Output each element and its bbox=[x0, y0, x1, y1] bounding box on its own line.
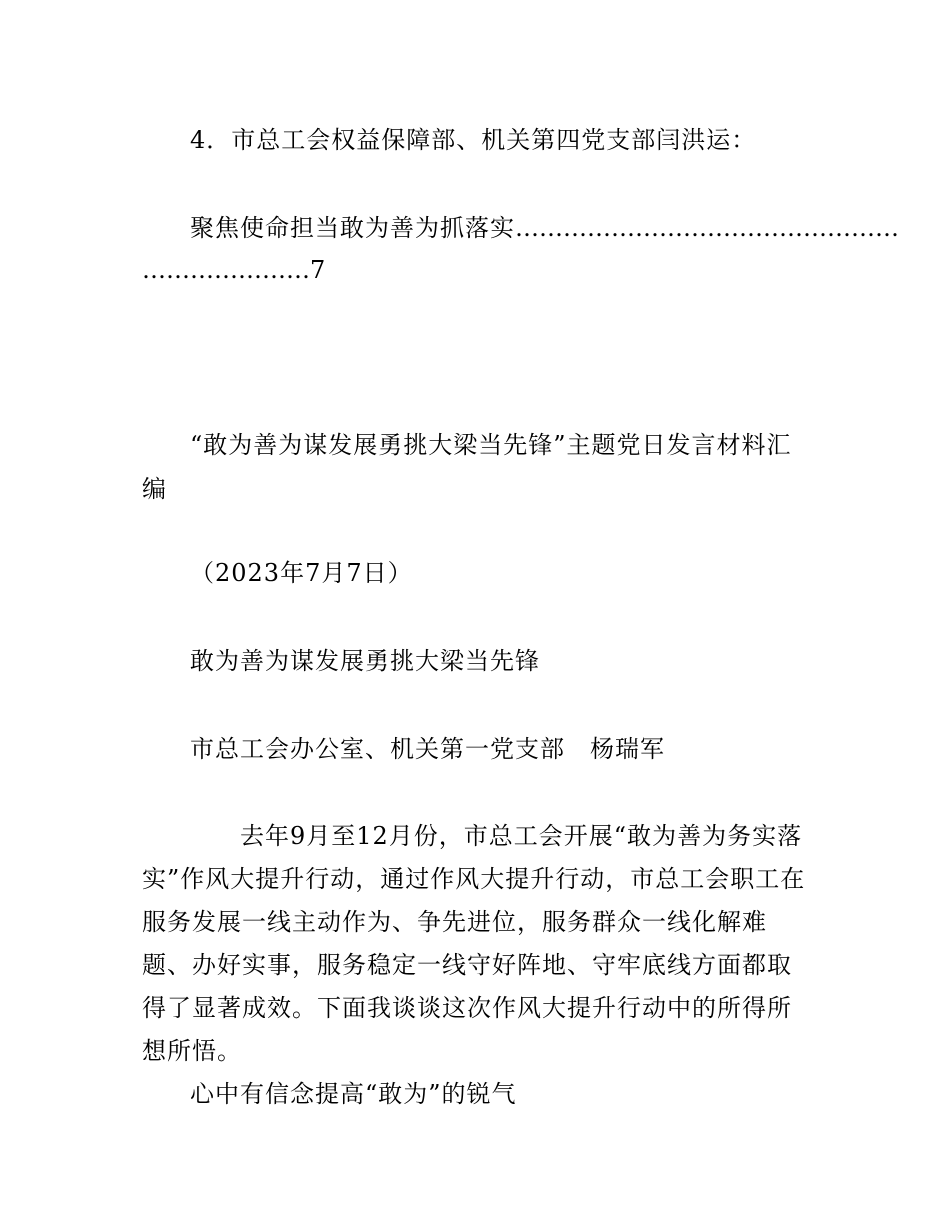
toc-leader-page-number: …………………7 bbox=[142, 256, 326, 284]
speech-title: 敢为善为谋发展勇挑大梁当先锋 bbox=[190, 647, 540, 675]
compilation-date: （2023年7月7日） bbox=[190, 559, 413, 587]
compilation-title: “敢为善为谋发展勇挑大梁当先锋”主题党日发言材料汇编 bbox=[142, 431, 792, 503]
toc-item-heading: 4．市总工会权益保障部、机关第四党支部闫洪运： bbox=[190, 126, 757, 154]
toc-item-title: 聚焦使命担当敢为善为抓落实 bbox=[190, 214, 515, 242]
toc-leader-dots: ………………………………………… bbox=[515, 214, 899, 242]
speech-paragraph: 去年9月至12月份，市总工会开展“敢为善为务实落实”作风大提升行动，通过作风大提升行动，市总工会职工在服务发展一线主动作为、争先进位，服务群众一线化解难题、办好实事，服务稳定一线守好阵地、守牢底线方面都取得了显著成效。下面我谈谈这次作风大提升行动中的所得所想所悟。 bbox=[142, 822, 806, 1065]
speech-author: 市总工会办公室、机关第一党支部 杨瑞军 bbox=[190, 735, 665, 763]
section-heading: 心中有信念提高“敢为”的锐气 bbox=[190, 1080, 517, 1108]
toc-item-entry bbox=[190, 208, 899, 248]
